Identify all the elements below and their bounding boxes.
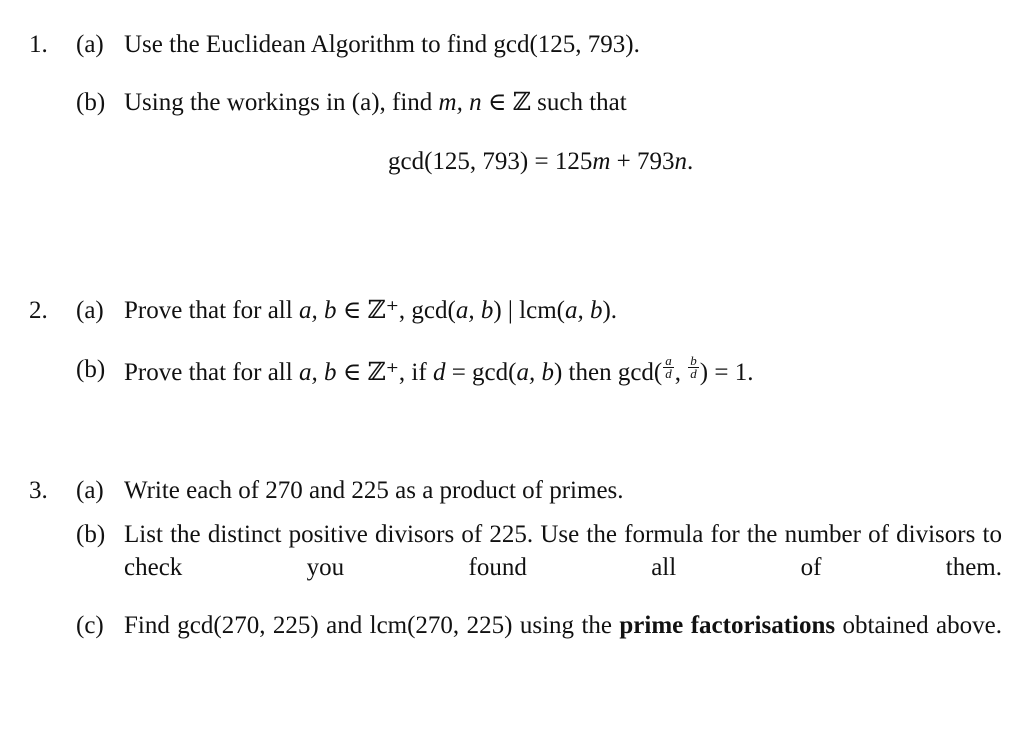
- fraction-a-over-d: $\frac{a}{d}$: [665, 353, 672, 381]
- question-1b-label: (b): [76, 89, 106, 116]
- question-3-number: 3.: [29, 477, 48, 504]
- question-2-number: 2.: [29, 297, 48, 324]
- question-3c-label: (c): [76, 612, 104, 639]
- question-2a-label: (a): [76, 297, 104, 324]
- question-3a-label: (a): [76, 477, 104, 504]
- question-3b-text: List the distinct positive divisors of 225. Use the formula for the number of divisors to check you found all of them.: [124, 521, 1002, 581]
- question-1b-text: Using the workings in (a), find m, n ∈ ℤ such that: [124, 89, 627, 116]
- question-2a-text: Prove that for all a, b ∈ ℤ⁺, gcd(a, b) | lcm(a, b).: [124, 297, 618, 324]
- question-1a-label: (a): [76, 31, 104, 58]
- question-2b-text: Prove that for all a, b ∈ ℤ⁺, if d = gcd(a, b) then gcd( $\frac{a}{d}$ , $\frac{b}{d}$ ) = 1.: [124, 353, 754, 386]
- question-1b-display-equation: gcd(125, 793) = 125m + 793n.: [388, 148, 694, 175]
- question-3a-text: Write each of 270 and 225 as a product of primes.: [124, 477, 624, 504]
- question-1a-text: Use the Euclidean Algorithm to find gcd(125, 793).: [124, 31, 640, 58]
- fraction-b-over-d: $\frac{b}{d}$: [690, 353, 697, 381]
- question-3b-label: (b): [76, 521, 106, 548]
- question-2b-label: (b): [76, 356, 106, 383]
- question-3c-text: Find gcd(270, 225) and lcm(270, 225) using the prime factorisations obtained above.: [124, 612, 1002, 639]
- question-1-number: 1.: [29, 31, 48, 58]
